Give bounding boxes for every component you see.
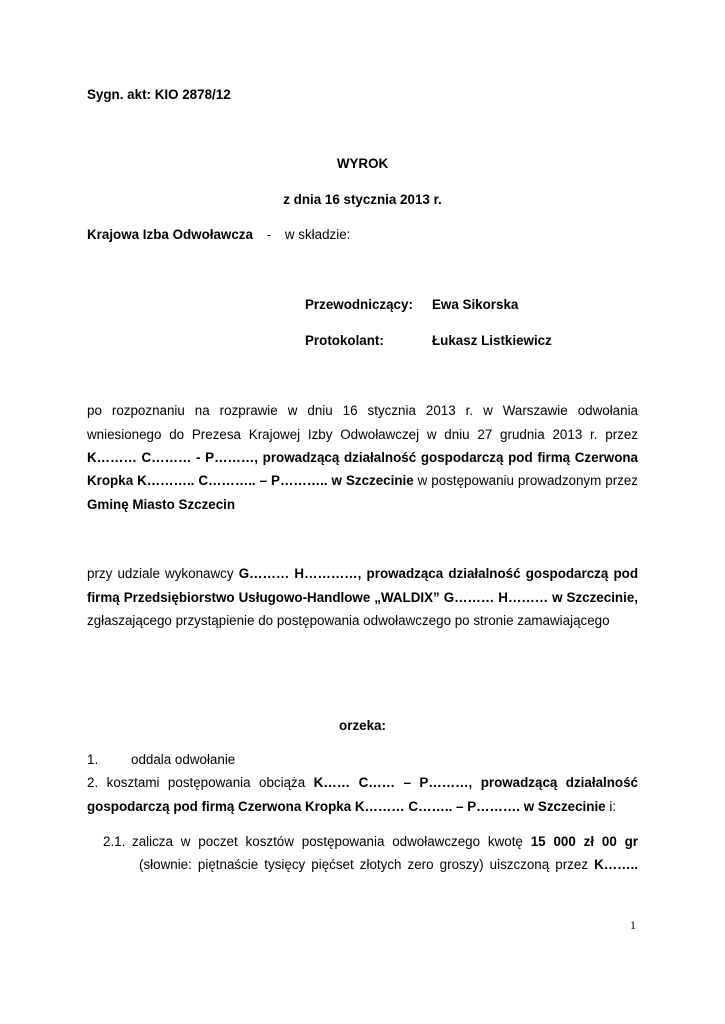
chair-name: Ewa Sikorska [432, 297, 519, 312]
ruling-item2-lead: 2. kosztami postępowania obciąża [87, 775, 314, 790]
ruling-item2-party: K…… C…… – P………, prowadzącą działalność [313, 775, 638, 790]
case-reference: Sygn. akt: KIO 2878/12 [87, 87, 231, 102]
para2-line1-lead: przy udziale wykonawcy [87, 566, 239, 581]
ruling-sub1-line2 [139, 857, 638, 872]
ruling-sub1-number: 2.1. [103, 834, 126, 849]
page-number: 1 [630, 918, 636, 932]
para2-line1 [87, 566, 638, 581]
ruling-sub1-payer: K…….. [594, 857, 638, 872]
document-date: z dnia 16 stycznia 2013 r. [283, 192, 442, 207]
chair-label: Przewodniczący: [305, 297, 413, 312]
ruling-item2-tail: i: [605, 799, 617, 814]
ruling-sub1-amount: 15 000 zł 00 gr [530, 834, 638, 849]
contracting-authority: Gminę Miasto Szczecin [87, 497, 236, 512]
ruling-item2-firm: gospodarczą pod firmą Czerwona Kropka K……… C…….. – P………. w Szczecinie [87, 799, 606, 814]
document-title: WYROK [336, 156, 389, 171]
para2-line3: zgłaszającego przystąpienie do postępowania odwoławczego po stronie zamawiającego [87, 613, 610, 628]
ruling-heading: orzeka: [339, 718, 386, 733]
appellant-location: Kropka K……….. C……….. – P……….. w Szczecinie [87, 473, 414, 488]
ruling-sub1-lead: zalicza w poczet kosztów postępowania odwoławczego kwotę [132, 834, 531, 849]
tribunal-name: Krajowa Izba Odwoławcza [87, 227, 253, 242]
clerk-label: Protokolant: [305, 333, 384, 348]
composition-suffix: w składzie: [284, 227, 351, 242]
ruling-item1-text: oddala odwołanie [131, 752, 236, 767]
para2-line2: firmą Przedsiębiorstwo Usługowo-Handlowe „WALDIX” G……… H……… w Szczecinie, [87, 590, 638, 605]
composition-dash: - [266, 227, 272, 242]
ruling-sub1-line1 [132, 834, 638, 849]
ruling-sub1-line2-lead: (słownie: piętnaście tysięcy pięćset złotych zero groszy) uiszczoną przez [139, 857, 595, 872]
para1-line3: K……… C……… - P………, prowadzącą działalność gospodarczą pod firmą Czerwona [87, 450, 638, 465]
ruling-item1-number: 1. [87, 752, 99, 767]
para1-line4-tail: w postępowaniu prowadzonym przez [413, 473, 638, 488]
para1-line1: po rozpoznaniu na rozprawie w dniu 16 stycznia 2013 r. w Warszawie odwołania [87, 403, 638, 418]
ruling-item2-line1 [87, 775, 638, 790]
clerk-name: Łukasz Listkiewicz [432, 333, 552, 348]
para1-line2: wniesionego do Prezesa Krajowej Izby Odwoławczej w dniu 27 grudnia 2013 r. przez [87, 427, 638, 442]
ruling-item2-line2 [87, 799, 616, 814]
composition-line [87, 227, 350, 242]
participant-name: G……… H…………, prowadząca działalność gospodarczą pod [238, 566, 639, 581]
para1-line4 [87, 473, 638, 488]
